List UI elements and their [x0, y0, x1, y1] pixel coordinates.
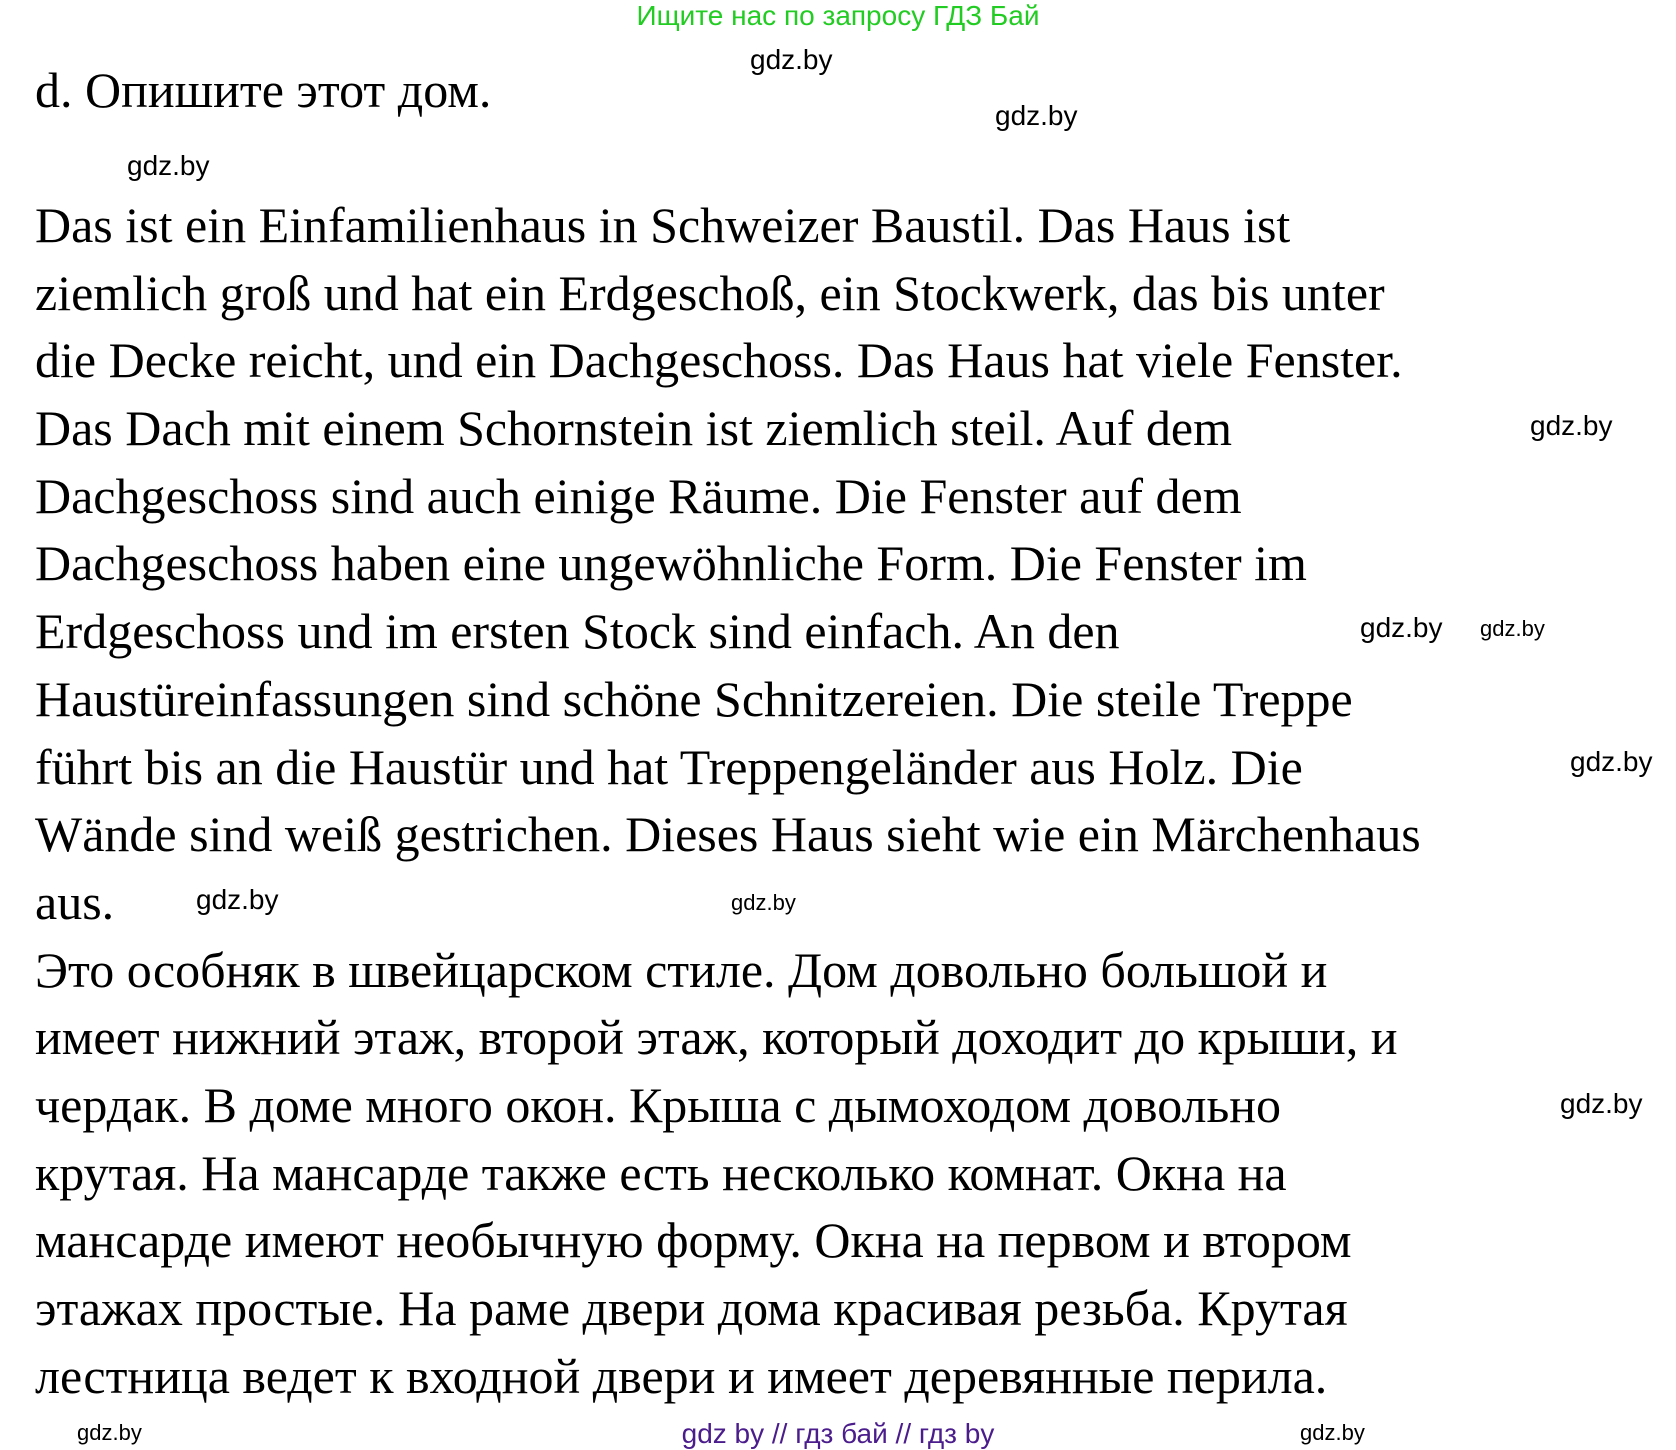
text-line: мансарде имеют необычную форму. Окна на первом и втором — [35, 1212, 1352, 1269]
footer-watermark-text: gdz by // гдз бай // гдз by — [681, 1418, 995, 1449]
text-line: Das ist ein Einfamilienhaus in Schweizer Baustil. Das Haus ist — [35, 197, 1291, 253]
text-line: führt bis an die Haustür und hat Treppengeländer aus Holz. Die — [35, 738, 1303, 795]
text-line: чердак. В доме много окон. Крыша с дымоходом довольно — [35, 1076, 1282, 1133]
text-line: ziemlich groß und hat ein Erdgeschoß, ein Stockwerk, das bis unter — [35, 264, 1385, 321]
text-line: Wände sind weiß gestrichen. Dieses Haus sieht wie ein Märchenhaus — [35, 806, 1421, 863]
text-line: aus. — [35, 873, 115, 930]
watermark: gdz.by — [1570, 746, 1653, 777]
watermark: gdz.by — [77, 1420, 142, 1445]
text-line: имеет нижний этаж, второй этаж, который доходит до крыши, и — [35, 1009, 1398, 1066]
search-banner — [0, 0, 1676, 32]
watermark: gdz.by — [995, 100, 1078, 131]
footer-watermark — [0, 1418, 1676, 1450]
search-banner-text: Ищите нас по запросу ГДЗ Бай — [636, 0, 1040, 31]
exercise-title: d. Опишите этот дом. — [35, 62, 492, 118]
text-line: крутая. На мансарде также есть несколько комнат. Окна на — [35, 1144, 1287, 1201]
watermark: gdz.by — [1530, 410, 1613, 441]
watermark: gdz.by — [1480, 616, 1545, 641]
watermark: gdz.by — [127, 150, 210, 181]
text-line: лестница ведет к входной двери и имеет деревянные перила. — [35, 1347, 1328, 1404]
text-line: Erdgeschoss und im ersten Stock sind einfach. An den — [35, 603, 1120, 660]
watermark: gdz.by — [1360, 612, 1443, 643]
text-line: Das Dach mit einem Schornstein ist ziemlich steil. Auf dem — [35, 400, 1232, 457]
watermark: gdz.by — [1560, 1088, 1643, 1119]
text-line: Haustüreinfassungen sind schöne Schnitzereien. Die steile Treppe — [35, 670, 1353, 727]
text-line: die Decke reicht, und ein Dachgeschoss. Das Haus hat viele Fenster. — [35, 332, 1403, 389]
answer-text — [35, 192, 1421, 1410]
watermark: gdz.by — [196, 884, 279, 915]
watermark: gdz.by — [750, 44, 833, 75]
text-line: Это особняк в швейцарском стиле. Дом довольно большой и — [35, 941, 1328, 998]
watermark: gdz.by — [1300, 1420, 1365, 1445]
text-line: Dachgeschoss haben eine ungewöhnliche Form. Die Fenster im — [35, 535, 1307, 592]
text-line: Dachgeschoss sind auch einige Räume. Die Fenster auf dem — [35, 467, 1242, 524]
watermark: gdz.by — [731, 890, 796, 915]
text-line: этажах простые. На раме двери дома красивая резьба. Крутая — [35, 1280, 1348, 1336]
